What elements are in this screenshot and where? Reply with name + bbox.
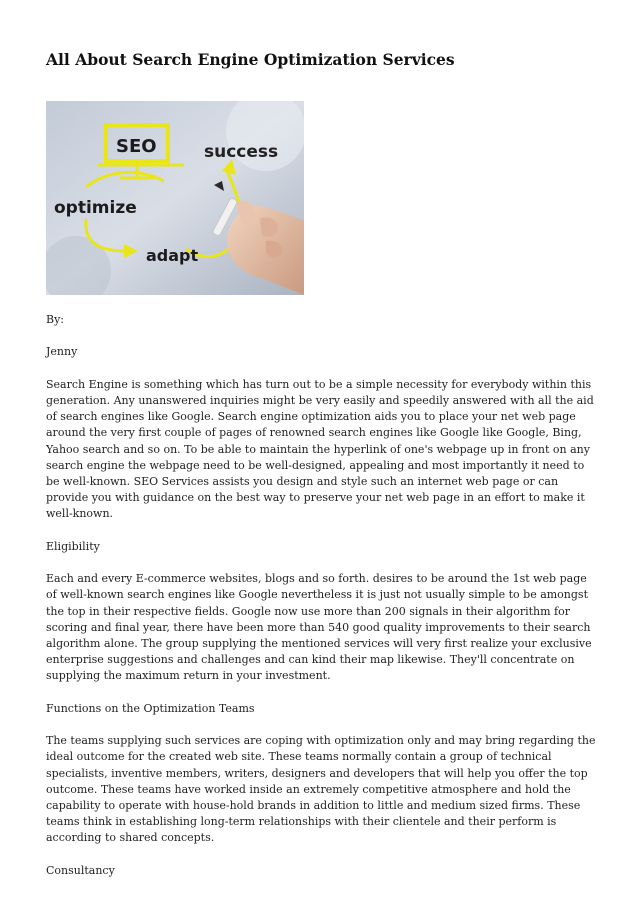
seo-word: SEO — [116, 136, 157, 157]
heading-consultancy: Consultancy — [46, 863, 115, 877]
paragraph-intro: Search Engine is something which has turn out to be a simple necessity for everybody within this generation. Any unanswered inquiries might be very easily and speedily answered with all the aid of search engines like Google. Search engine optimization aids you to place your net web page around the very first couple of pages of renowned search engines like Google like Google, Bing, Yahoo search and so on. To be able to maintain the hyperlink of one's webpage up in front on any search engine the webpage need to be well-designed, appealing and most importantly it need to be well-known. SEO Services assists you design and style such an internet web page or can provide you with guidance on the best way to preserve your net web page in an effort to make it well-known. — [46, 377, 594, 521]
author-name: Jenny — [46, 345, 78, 359]
by-label: By: — [46, 313, 65, 326]
document-title: All About Search Engine Optimization Services — [46, 50, 455, 69]
success-word: success — [204, 142, 279, 162]
seo-hero-image — [46, 101, 304, 295]
article-body — [46, 312, 598, 895]
heading-eligibility: Eligibility — [46, 539, 100, 553]
optimize-word: optimize — [54, 198, 137, 218]
seo-illustration — [46, 101, 304, 295]
heading-functions: Functions on the Optimization Teams — [46, 701, 255, 715]
paragraph-eligibility: Each and every E-commerce websites, blogs and so forth. desires to be around the 1st web page of well-known search engines like Google nevertheless it is just not usually simple to be amongst the top in their respective fields. Google now use more than 200 signals in their algorithm for scoring and final year, there have been more than 540 good quality improvements to their search algorithm alone. The group supplying the mentioned services will very first realize your exclusive enterprise suggestions and challenges and can kind their map likewise. They'll concentrate on supplying the maximum return in your investment. — [46, 572, 592, 683]
adapt-word: adapt — [146, 246, 199, 265]
paragraph-functions: The teams supplying such services are coping with optimization only and may bring regarding the ideal outcome for the created web site. These teams normally contain a group of technical specialists, inventive members, writers, designers and developers that will help you offer the top outcome. These teams have worked inside an extremely competitive atmosphere and hold the capability to operate with house-hold brands in addition to little and medium sized firms. These teams think in establishing long-term relationships with their clientele and their perform is according to shared concepts. — [46, 734, 596, 845]
